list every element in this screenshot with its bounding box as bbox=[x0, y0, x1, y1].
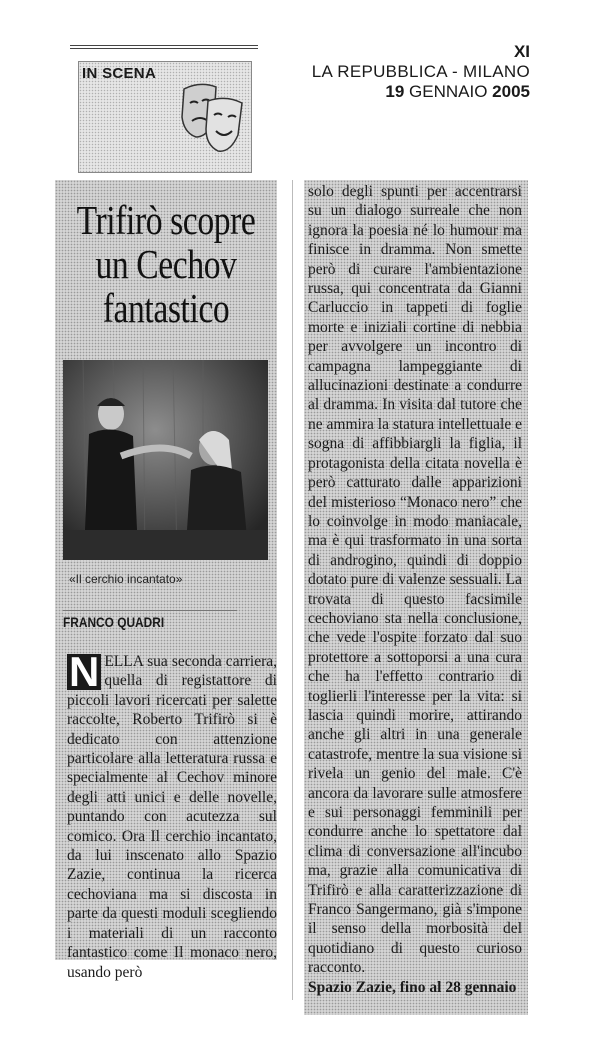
theater-masks-icon bbox=[178, 79, 248, 164]
date-month: GENNAIO bbox=[409, 82, 488, 101]
headline-line: un Cechov bbox=[95, 241, 237, 287]
rubric-box bbox=[70, 45, 258, 179]
article-body-left bbox=[63, 650, 281, 984]
date-year: 2005 bbox=[492, 82, 530, 101]
headline-block bbox=[55, 180, 277, 348]
headline-line: fantastico bbox=[102, 285, 230, 331]
venue-dates: Spazio Zazie, fino al 28 gennaio bbox=[308, 978, 517, 996]
newspaper-name: LA REPUBBLICA - MILANO bbox=[311, 62, 530, 81]
right-column bbox=[304, 180, 528, 1015]
masthead bbox=[312, 42, 530, 102]
body-text-right: solo degli spunti per accentrarsi su un dialogo surreale che non ignora la poesia né lo humour ma finisce in dramma. Non smette però di curare l'ambientazione russa, qui concentrata da Gianni Carluccio in tappeti di foglie morte e iniziali cortine di nebbia per avvolgere un incontro di campagna lampeggiante di allucinazioni destinate a condurre al dramma. In visita dal tutore che ne ammira la statura intellettuale e sogna di affibbiargli la figlia, il protagonista della citata novella è però catturato dalle apparizioni del misterioso “Monaco nero” che lo coinvolge in modo maniacale, ma è qui trasformato in una sorta di androgino, quindi di doppio dotato pure di valenze sessuali. La trovata di questo facsimile cechoviano sta nella conclusione, che vede l'ospite forzato dal suo protettore a sottoporsi a una cura che ha l'effetto contrario di toglierli l'interesse per la vita: si lascia quindi morire, attirando anche gli altri in una generale catastrofe, mentre la sua visione si rivela un genio del male. C'è ancora da lavorare sulle atmosfere e sui personaggi femminili per condurre anche lo spettatore dal clima di conversazione all'incubo ma, grazie alla comunicativa di Trifirò e alla caratterizzazione di Franco Sangermano, già s'impone il senso della morbosità del quotidiano di questo curioso racconto. bbox=[308, 183, 522, 977]
byline: FRANCO QUADRI bbox=[63, 610, 237, 630]
body-text-left: ELLA sua seconda carriera, quella di registattore di piccoli lavori ricercati per salette raccolte, Roberto Trifirò si è dedicato con attenzione particolare alla letteratura russa e specialmente al Cechov minore degli atti unici e delle novelle, puntando con acutezza sul comico. Ora Il cerchio incantato, da lui inscenato allo Spazio Zazie, continua la ricerca cechoviana ma si discosta in parte da questi moduli scegliendo i materiali di un racconto fantastico come Il monaco nero, usando però bbox=[67, 653, 277, 981]
date-day: 19 bbox=[385, 82, 405, 101]
article-body-right bbox=[308, 182, 522, 997]
rubric-label: IN SCENA bbox=[82, 65, 157, 82]
publication-date bbox=[312, 82, 530, 102]
column-divider bbox=[292, 180, 293, 1000]
headline-line: Trifirò scopre bbox=[76, 197, 256, 243]
photo-caption: «Il cerchio incantato» bbox=[69, 572, 183, 586]
left-column bbox=[55, 180, 277, 981]
headline bbox=[75, 198, 257, 330]
page-number: XI bbox=[513, 42, 530, 61]
stage-photo bbox=[63, 360, 268, 560]
dropcap: N bbox=[69, 648, 100, 695]
